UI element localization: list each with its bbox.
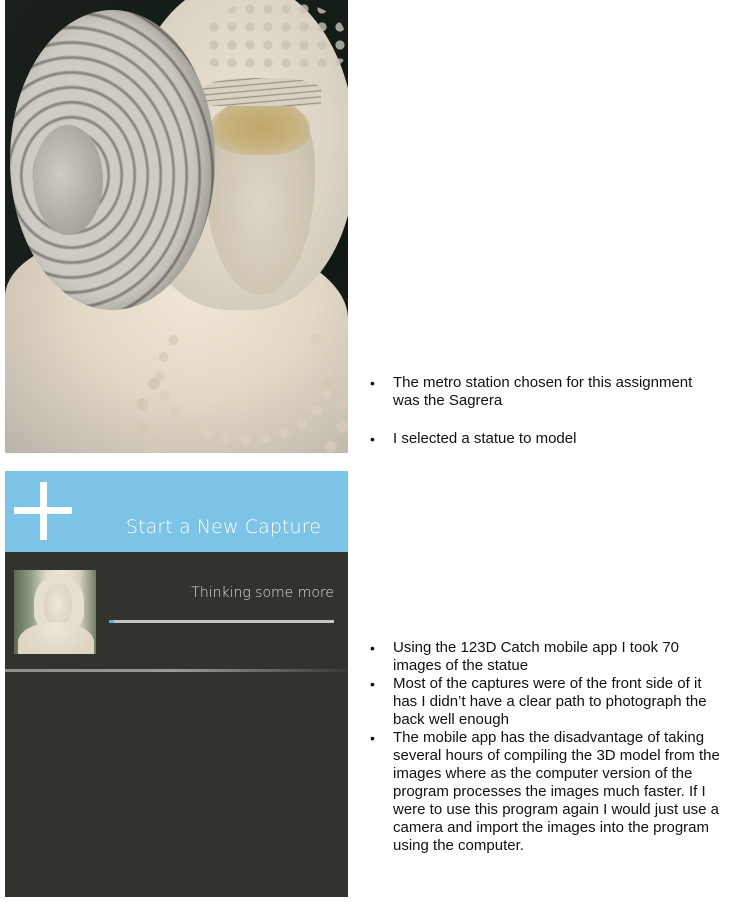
start-new-capture-label: Start a New Capture [125, 516, 321, 538]
capture-list-empty-area [5, 672, 348, 897]
statue-headband [203, 78, 321, 106]
list-item: • The metro station chosen for this assignment was the Sagrera [370, 374, 700, 410]
list-item: • I selected a statue to model [370, 430, 700, 448]
capture-status: Thinking some more [191, 585, 334, 601]
app-screenshot [5, 471, 348, 897]
capture-list-item[interactable] [5, 552, 348, 670]
list-item: • Using the 123D Catch mobile app I took 70 images of the statue [370, 639, 720, 675]
notes-top-list [370, 374, 700, 448]
progress-bar [109, 620, 334, 623]
statue-forehead [210, 100, 310, 155]
start-new-capture-button[interactable] [5, 471, 348, 552]
list-item: • The mobile app has the disadvantage of taking several hours of compiling the 3D model from the images where as the computer version of the program processes the images much faster. If I were to use this program again I would just use a camera and import the images into the program using the computer. [370, 729, 720, 855]
progress-fill [109, 620, 114, 623]
capture-thumbnail [14, 570, 96, 654]
statue-crown-beads [205, 0, 345, 70]
notes-bottom-list [370, 639, 720, 855]
thumbnail-torso [18, 622, 94, 654]
statue-wheel-hub [33, 125, 103, 235]
list-item: • Most of the captures were of the front side of it has I didn’t have a clear path to photograph the back well enough [370, 675, 720, 729]
plus-icon [14, 482, 72, 540]
statue-photo [5, 0, 348, 453]
